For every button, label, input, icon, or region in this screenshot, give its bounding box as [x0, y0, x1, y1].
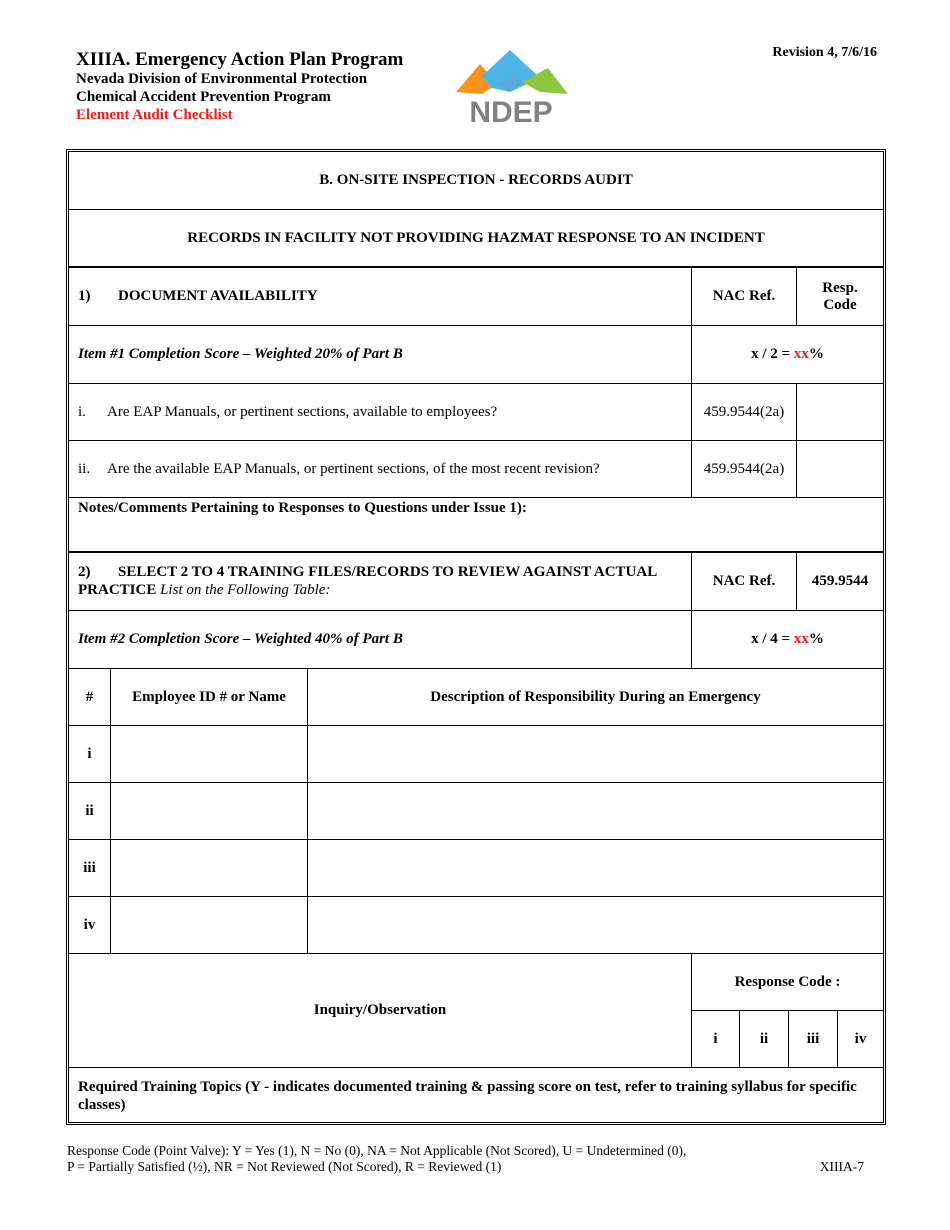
response-col-header: i — [691, 1011, 739, 1067]
inquiry-header-row — [69, 954, 883, 1068]
response-col-header: ii — [739, 1011, 788, 1067]
employee-cell[interactable] — [110, 783, 307, 839]
nac-ref-header: NAC Ref. — [691, 553, 796, 610]
col-employee-header: Employee ID # or Name — [110, 669, 307, 725]
item2-score-label: Item #2 Completion Score – Weighted 40% of Part B — [78, 631, 403, 647]
row-number: i — [87, 745, 92, 762]
question-nac-ref: 459.9544(2a) — [691, 384, 796, 440]
question-text: Are EAP Manuals, or pertinent sections, available to employees? — [107, 403, 498, 420]
row-number: iv — [83, 916, 96, 933]
document-header — [76, 50, 403, 124]
description-cell[interactable] — [307, 840, 883, 896]
description-cell[interactable] — [307, 783, 883, 839]
row-number: ii — [85, 802, 94, 819]
table-row — [69, 840, 883, 897]
records-audit-table — [66, 149, 886, 1125]
col-number-header: # — [85, 688, 94, 705]
program-name: Chemical Accident Prevention Program — [76, 89, 331, 105]
response-code-cell[interactable] — [796, 441, 883, 497]
response-code-legend: Response Code (Point Valve): Y = Yes (1), N = No (0), NA = Not Applicable (Not Scored), U = Undetermined (0), P = Partially Satisfied (½), NR = Not Reviewed (Not Scored), R = Reviewed (1) — [67, 1143, 687, 1174]
section-subtitle: RECORDS IN FACILITY NOT PROVIDING HAZMAT RESPONSE TO AN INCIDENT — [69, 210, 883, 268]
ndep-logo — [452, 48, 570, 126]
page-number: XIIIA-7 — [819, 1159, 864, 1174]
section1-number: 1) — [78, 288, 91, 304]
inquiry-label: Inquiry/Observation — [313, 1002, 447, 1018]
response-code-label: Response Code : — [691, 954, 883, 1011]
response-col-header: iii — [788, 1011, 837, 1067]
employee-cell[interactable] — [110, 840, 307, 896]
document-title: XIIIA. Emergency Action Plan Program — [76, 49, 404, 70]
question-number: i. — [78, 403, 86, 420]
section1-title: DOCUMENT AVAILABILITY — [118, 288, 318, 304]
table-row — [69, 726, 883, 783]
row-number: iii — [83, 859, 96, 876]
section2-number: 2) — [78, 564, 91, 580]
notes-row — [69, 498, 883, 553]
question-row — [69, 441, 883, 498]
item1-score-row — [69, 326, 883, 384]
item1-score-value: x / 2 = xx % — [691, 326, 883, 383]
section-title: B. ON-SITE INSPECTION - RECORDS AUDIT — [69, 152, 883, 210]
table-row — [69, 897, 883, 954]
question-nac-ref: 459.9544(2a) — [691, 441, 796, 497]
employee-table-header — [69, 669, 883, 726]
employee-cell[interactable] — [110, 726, 307, 782]
description-cell[interactable] — [307, 726, 883, 782]
employee-cell[interactable] — [110, 897, 307, 953]
nac-ref-header: NAC Ref. — [691, 268, 796, 325]
response-col-header: iv — [837, 1011, 883, 1067]
item2-score-row — [69, 611, 883, 669]
col-description-header: Description of Responsibility During an Emergency — [307, 669, 883, 725]
nac-ref-value: 459.9544 — [796, 553, 883, 610]
agency-name: Nevada Division of Environmental Protection — [76, 71, 368, 87]
item2-score-value: x / 4 = xx % — [691, 611, 883, 668]
question-row — [69, 384, 883, 441]
response-code-cell[interactable] — [796, 384, 883, 440]
section2-title: SELECT 2 TO 4 TRAINING FILES/RECORDS TO REVIEW AGAINST ACTUAL — [118, 564, 658, 580]
svg-text:NDEP: NDEP — [469, 96, 553, 126]
section1-header-row — [69, 268, 883, 326]
section2-instruction: List on the Following Table: — [156, 582, 331, 598]
item1-score-label: Item #1 Completion Score – Weighted 20% of Part B — [78, 346, 403, 362]
table-row — [69, 783, 883, 840]
notes-input-area[interactable] — [69, 520, 883, 550]
checklist-label: Element Audit Checklist — [76, 107, 233, 123]
revision-label: Revision 4, 7/6/16 — [772, 45, 877, 60]
section2-header-row — [69, 553, 883, 611]
notes-label: Notes/Comments Pertaining to Responses to Questions under Issue 1): — [78, 500, 527, 516]
question-text: Are the available EAP Manuals, or pertinent sections, of the most recent revision? — [107, 460, 600, 477]
section2-title-cont: PRACTICE — [78, 582, 157, 598]
question-number: ii. — [78, 460, 91, 477]
required-training-label: Required Training Topics (Y - indicates documented training & passing score on test, refer to training syllabus for specific classes) — [78, 1079, 857, 1113]
resp-code-header: Resp. Code — [796, 268, 883, 325]
description-cell[interactable] — [307, 897, 883, 953]
